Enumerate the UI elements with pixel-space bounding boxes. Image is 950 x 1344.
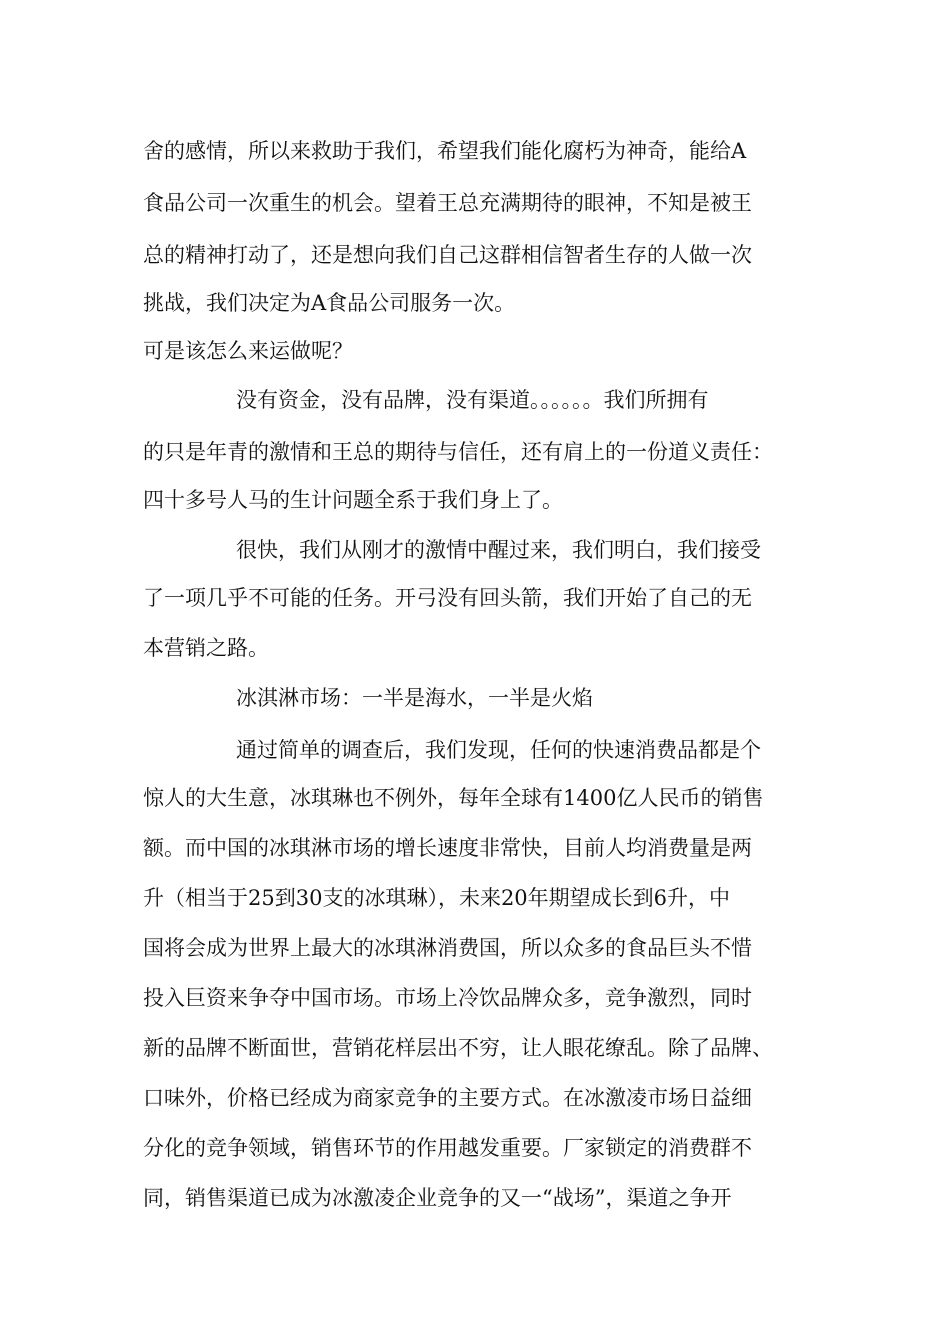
text-line: 口味外，价格已经成为商家竞争的主要方式。在冰激凌市场日益细 — [143, 1086, 752, 1110]
text-line: 舍的感情，所以来救助于我们，希望我们能化腐朽为神奇，能给A — [143, 139, 747, 163]
text-line: 了一项几乎不可能的任务。开弓没有回头箭，我们开始了自己的无 — [143, 586, 752, 610]
text-line: 本营销之路。 — [143, 636, 269, 660]
text-line: 总的精神打动了，还是想向我们自己这群相信智者生存的人做一次 — [143, 243, 752, 267]
text-line: 四十多号人马的生计问题全系于我们身上了。 — [143, 488, 563, 512]
text-line: 国将会成为世界上最大的冰琪淋消费国，所以众多的食品巨头不惜 — [143, 936, 752, 960]
text-line: 可是该怎么来运做呢？ — [143, 339, 353, 363]
text-line: 没有资金，没有品牌，没有渠道。。。。。。我们所拥有 — [236, 388, 709, 412]
text-line: 新的品牌不断面世，营销花样层出不穷，让人眼花缭乱。除了品牌、 — [143, 1036, 773, 1060]
text-line: 投入巨资来争夺中国市场。市场上冷饮品牌众多，竞争激烈，同时 — [143, 986, 752, 1010]
text-line: 食品公司一次重生的机会。望着王总充满期待的眼神，不知是被王 — [143, 191, 752, 215]
text-line: 额。而中国的冰琪淋市场的增长速度非常快，目前人均消费量是两 — [143, 836, 752, 860]
text-line: 升（相当于25到30支的冰琪琳），未来20年期望成长到6升，中 — [143, 886, 731, 910]
text-line: 的只是年青的激情和王总的期待与信任，还有肩上的一份道义责任： — [143, 440, 773, 464]
text-line: 挑战，我们决定为A食品公司服务一次。 — [143, 291, 516, 315]
text-line: 惊人的大生意，冰琪琳也不例外，每年全球有1400亿人民币的销售 — [143, 786, 764, 810]
text-line: 很快，我们从刚才的激情中醒过来，我们明白，我们接受 — [236, 538, 761, 562]
text-line: 通过简单的调查后，我们发现，任何的快速消费品都是个 — [236, 738, 761, 762]
text-line: 分化的竞争领域，销售环节的作用越发重要。厂家锁定的消费群不 — [143, 1136, 752, 1160]
section-heading: 冰淇淋市场：一半是海水，一半是火焰 — [236, 686, 593, 710]
text-line: 同，销售渠道已成为冰激凌企业竞争的又一“战场”，渠道之争开 — [143, 1186, 732, 1210]
